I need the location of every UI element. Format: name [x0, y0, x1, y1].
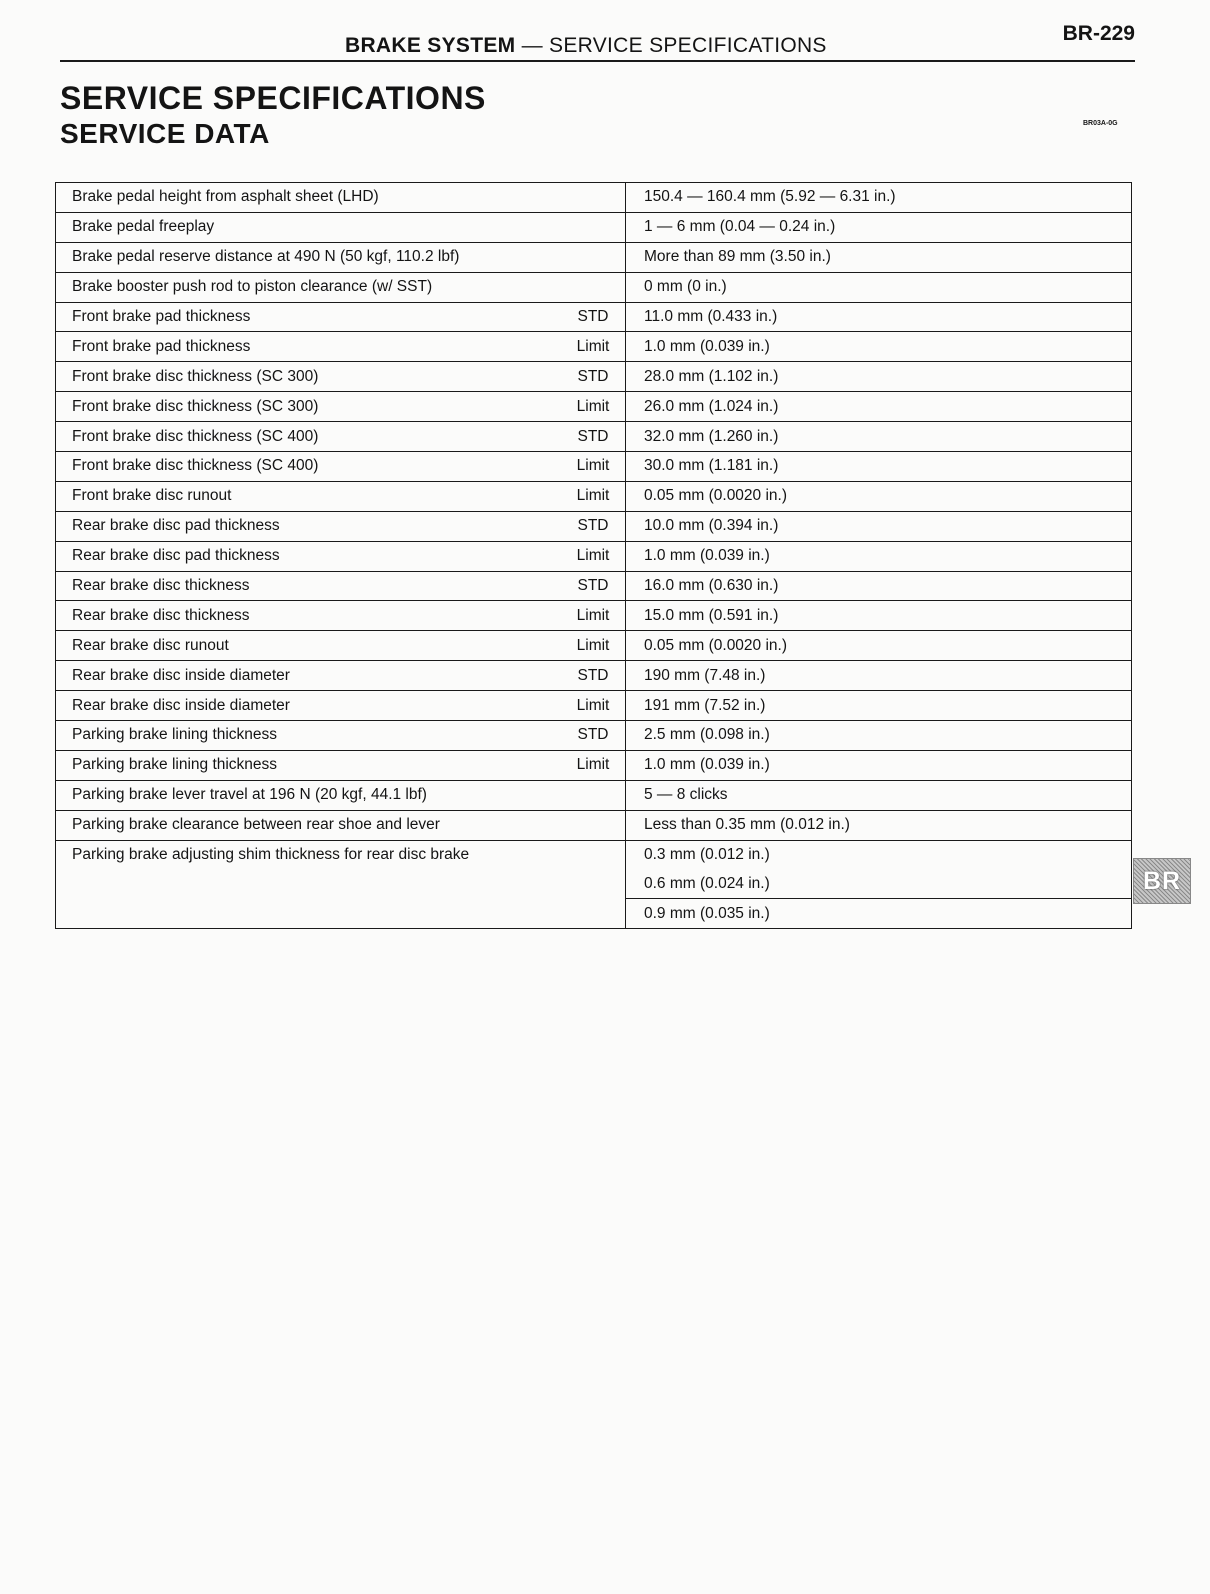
- table-row: [56, 242, 1132, 272]
- spec-item: Rear brake disc thickness: [56, 601, 562, 631]
- running-header-title-rest: — SERVICE SPECIFICATIONS: [515, 34, 827, 57]
- spec-value: 30.0 mm (1.181 in.): [626, 452, 1132, 482]
- table-row: [56, 691, 1132, 721]
- table-row: [56, 332, 1132, 362]
- table-row: [56, 810, 1132, 840]
- table-row: [56, 481, 1132, 511]
- table-row: [56, 452, 1132, 482]
- spec-value: 2.5 mm (0.098 in.): [626, 721, 1132, 751]
- spec-class: STD: [561, 422, 626, 452]
- section-tab-label: BR: [1142, 867, 1182, 895]
- spec-value: Less than 0.35 mm (0.012 in.): [626, 810, 1132, 840]
- table-row: [56, 899, 1132, 929]
- spec-class: STD: [561, 661, 626, 691]
- table-row: [56, 541, 1132, 571]
- spec-item: Rear brake disc pad thickness: [56, 541, 562, 571]
- spec-class: Limit: [561, 452, 626, 482]
- spec-class: STD: [561, 302, 626, 332]
- spec-item: Parking brake lever travel at 196 N (20 kgf, 44.1 lbf): [56, 780, 562, 810]
- spec-value: 26.0 mm (1.024 in.): [626, 392, 1132, 422]
- spec-value: 15.0 mm (0.591 in.): [626, 601, 1132, 631]
- spec-item: Front brake disc thickness (SC 400): [56, 422, 562, 452]
- spec-item: Brake pedal height from asphalt sheet (LHD): [56, 183, 562, 213]
- spec-class: Limit: [561, 541, 626, 571]
- table-row: [56, 392, 1132, 422]
- spec-value: 1.0 mm (0.039 in.): [626, 332, 1132, 362]
- spec-class: [561, 242, 626, 272]
- spec-class: [561, 212, 626, 242]
- service-data-table: [55, 182, 1132, 929]
- spec-item: Rear brake disc pad thickness: [56, 511, 562, 541]
- table-row: [56, 721, 1132, 751]
- spec-item: Parking brake adjusting shim thickness for rear disc brake: [56, 840, 562, 869]
- spec-value: 190 mm (7.48 in.): [626, 661, 1132, 691]
- spec-value: 32.0 mm (1.260 in.): [626, 422, 1132, 452]
- table-row: [56, 212, 1132, 242]
- spec-item: Brake booster push rod to piston clearance (w/ SST): [56, 272, 562, 302]
- table-row: [56, 422, 1132, 452]
- spec-value: 1.0 mm (0.039 in.): [626, 541, 1132, 571]
- spec-class: STD: [561, 721, 626, 751]
- spec-class: Limit: [561, 691, 626, 721]
- table-row: [56, 272, 1132, 302]
- spec-value: 1 — 6 mm (0.04 — 0.24 in.): [626, 212, 1132, 242]
- spec-item: Parking brake lining thickness: [56, 721, 562, 751]
- spec-value: 191 mm (7.52 in.): [626, 691, 1132, 721]
- table-row: [56, 362, 1132, 392]
- spec-class: STD: [561, 362, 626, 392]
- section-tab: [1133, 858, 1191, 904]
- spec-item: Front brake disc thickness (SC 300): [56, 392, 562, 422]
- table-row: [56, 840, 1132, 869]
- running-header: [60, 18, 1135, 62]
- spec-item: Rear brake disc thickness: [56, 571, 562, 601]
- spec-item: Parking brake lining thickness: [56, 750, 562, 780]
- spec-class: Limit: [561, 601, 626, 631]
- spec-item: Front brake disc thickness (SC 300): [56, 362, 562, 392]
- reference-code: BR03A-0G: [1083, 120, 1118, 127]
- spec-item: Brake pedal freeplay: [56, 212, 562, 242]
- spec-class: [561, 810, 626, 840]
- spec-class: [561, 899, 626, 929]
- spec-value: More than 89 mm (3.50 in.): [626, 242, 1132, 272]
- section-heading: SERVICE DATA: [60, 118, 270, 149]
- table-row: [56, 601, 1132, 631]
- spec-item: Rear brake disc inside diameter: [56, 661, 562, 691]
- spec-item: Brake pedal reserve distance at 490 N (50 kgf, 110.2 lbf): [56, 242, 562, 272]
- spec-value: 150.4 — 160.4 mm (5.92 — 6.31 in.): [626, 183, 1132, 213]
- table-row: [56, 631, 1132, 661]
- table-row: [56, 571, 1132, 601]
- spec-item: Front brake disc runout: [56, 481, 562, 511]
- spec-value: 0.05 mm (0.0020 in.): [626, 481, 1132, 511]
- spec-class: STD: [561, 511, 626, 541]
- spec-item: Front brake disc thickness (SC 400): [56, 452, 562, 482]
- page-number: BR-229: [1062, 22, 1135, 45]
- spec-class: Limit: [561, 392, 626, 422]
- spec-value: 1.0 mm (0.039 in.): [626, 750, 1132, 780]
- spec-item: Rear brake disc inside diameter: [56, 691, 562, 721]
- spec-class: [561, 869, 626, 898]
- spec-item: Front brake pad thickness: [56, 332, 562, 362]
- spec-item: [56, 869, 562, 898]
- spec-value: 10.0 mm (0.394 in.): [626, 511, 1132, 541]
- spec-value: 0.9 mm (0.035 in.): [626, 899, 1132, 929]
- spec-class: [561, 840, 626, 869]
- spec-class: Limit: [561, 332, 626, 362]
- spec-value: 28.0 mm (1.102 in.): [626, 362, 1132, 392]
- running-header-title-bold: BRAKE SYSTEM: [345, 34, 516, 57]
- page-heading: SERVICE SPECIFICATIONS: [60, 80, 486, 116]
- table-row: [56, 780, 1132, 810]
- running-header-title: [345, 34, 827, 58]
- table-row: [56, 183, 1132, 213]
- table-row: [56, 302, 1132, 332]
- table-row: [56, 661, 1132, 691]
- spec-item: [56, 899, 562, 929]
- table-row: [56, 511, 1132, 541]
- spec-item: Parking brake clearance between rear shoe and lever: [56, 810, 562, 840]
- spec-class: [561, 272, 626, 302]
- spec-class: Limit: [561, 750, 626, 780]
- spec-value: 11.0 mm (0.433 in.): [626, 302, 1132, 332]
- spec-value: 0.05 mm (0.0020 in.): [626, 631, 1132, 661]
- service-data-table-body: [56, 183, 1132, 929]
- spec-value: 16.0 mm (0.630 in.): [626, 571, 1132, 601]
- spec-class: Limit: [561, 631, 626, 661]
- spec-class: [561, 183, 626, 213]
- spec-value: 0 mm (0 in.): [626, 272, 1132, 302]
- spec-value: 5 — 8 clicks: [626, 780, 1132, 810]
- spec-item: Front brake pad thickness: [56, 302, 562, 332]
- table-row: [56, 750, 1132, 780]
- spec-class: Limit: [561, 481, 626, 511]
- spec-item: Rear brake disc runout: [56, 631, 562, 661]
- spec-value: 0.6 mm (0.024 in.): [626, 869, 1132, 898]
- spec-class: [561, 780, 626, 810]
- table-row: [56, 869, 1132, 898]
- spec-class: STD: [561, 571, 626, 601]
- spec-value: 0.3 mm (0.012 in.): [626, 840, 1132, 869]
